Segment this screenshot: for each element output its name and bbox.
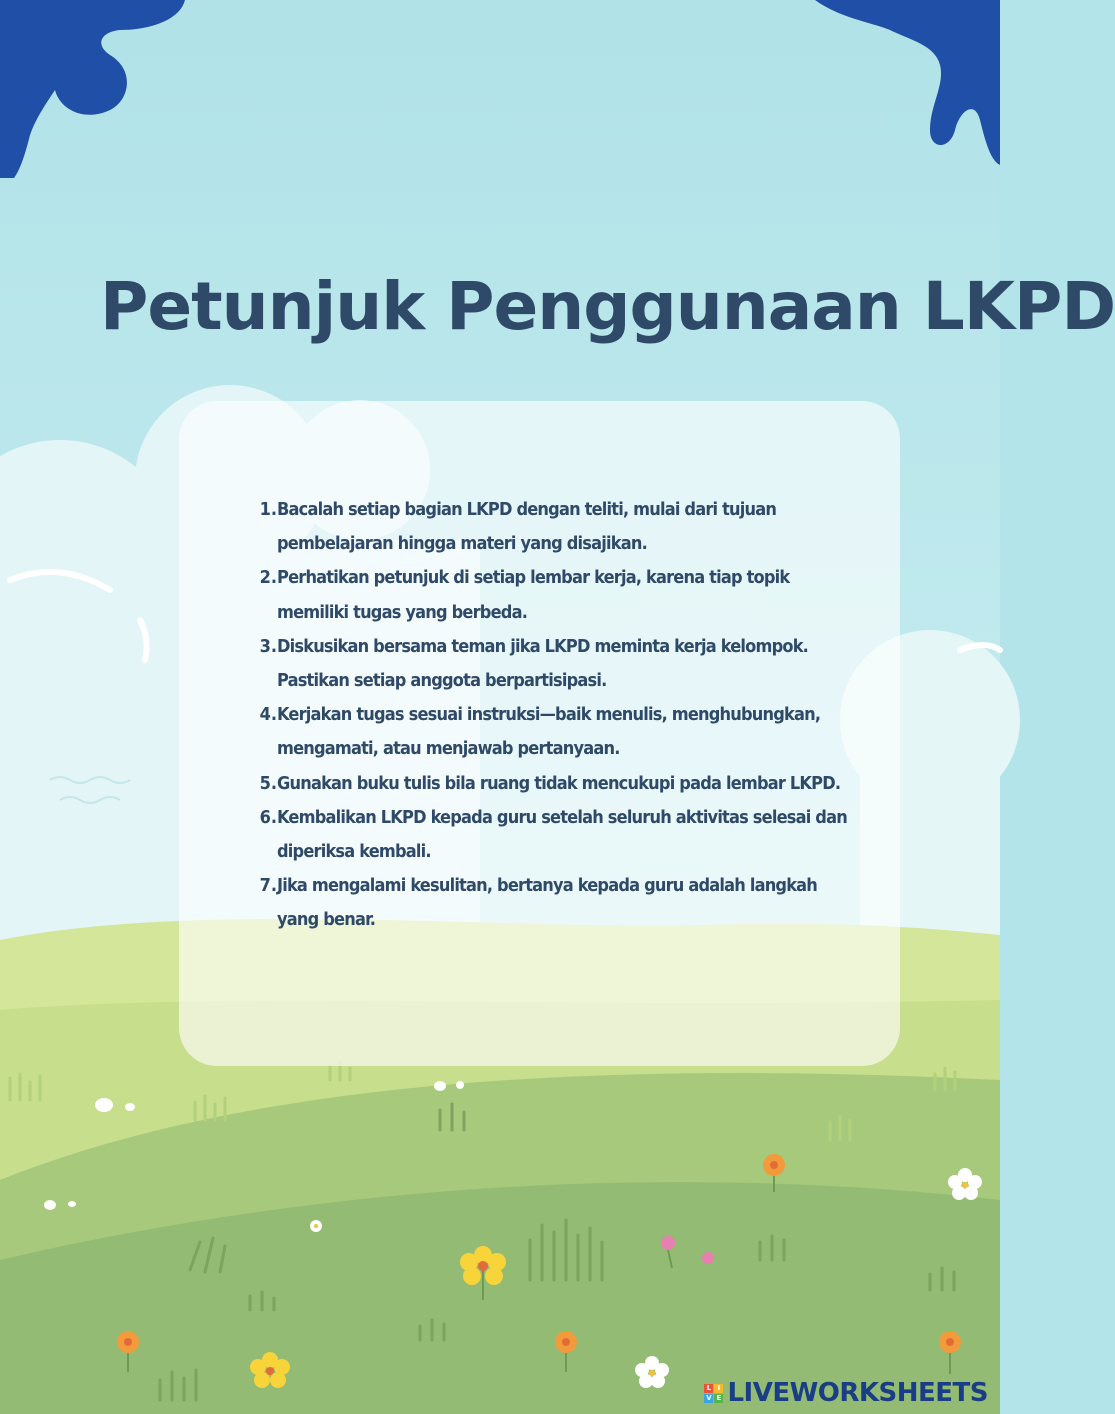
instruction-number: 6.: [259, 806, 277, 828]
watermark-text: LIVEWORKSHEETS: [727, 1378, 988, 1408]
liveworksheets-logo-icon: [704, 1384, 723, 1403]
instruction-item: [250, 630, 850, 698]
logo-letter-v: V: [706, 1393, 712, 1402]
instruction-number: 5.: [259, 772, 277, 794]
logo-letter-i: I: [714, 1384, 723, 1393]
instruction-item: [250, 767, 850, 801]
instruction-item: [250, 698, 850, 766]
flower-pink-2: [702, 1252, 714, 1264]
page-title: Petunjuk Penggunaan LKPD: [100, 268, 1115, 345]
instruction-item: [250, 869, 850, 937]
flower-white-3: [310, 1220, 322, 1232]
instruction-text: Perhatikan petunjuk di setiap lembar kerja, karena tiap topik memiliki tugas yang berbeda.: [277, 567, 790, 623]
logo-letter-l: L: [704, 1384, 713, 1393]
instruction-text: Gunakan buku tulis bila ruang tidak mencukupi pada lembar LKPD.: [277, 772, 841, 794]
instruction-list: [250, 493, 850, 938]
instruction-text: Diskusikan bersama teman jika LKPD meminta kerja kelompok. Pastikan setiap anggota berpartisipasi.: [277, 635, 809, 692]
instruction-text: Kembalikan LKPD kepada guru setelah seluruh aktivitas selesai dan diperiksa kembali.: [277, 806, 847, 863]
instruction-number: 2.: [259, 567, 277, 589]
instruction-text: Jika mengalami kesulitan, bertanya kepada guru adalah langkah yang benar.: [277, 875, 818, 931]
instruction-number: 1.: [259, 499, 277, 520]
logo-letter-e: E: [714, 1394, 723, 1403]
instruction-text: Kerjakan tugas sesuai instruksi—baik menulis, menghubungkan, mengamati, atau menjawab pertanyaan.: [277, 704, 821, 760]
instruction-item: [250, 801, 850, 869]
instruction-text: Bacalah setiap bagian LKPD dengan teliti, mulai dari tujuan pembelajaran hingga materi yang disajikan.: [277, 499, 777, 555]
instruction-number: 4.: [259, 704, 277, 726]
liveworksheets-watermark[interactable]: [704, 1378, 988, 1408]
instruction-number: 3.: [259, 635, 277, 657]
instruction-number: 7.: [259, 875, 277, 897]
instruction-item: [250, 561, 850, 629]
instruction-item: [250, 493, 850, 561]
